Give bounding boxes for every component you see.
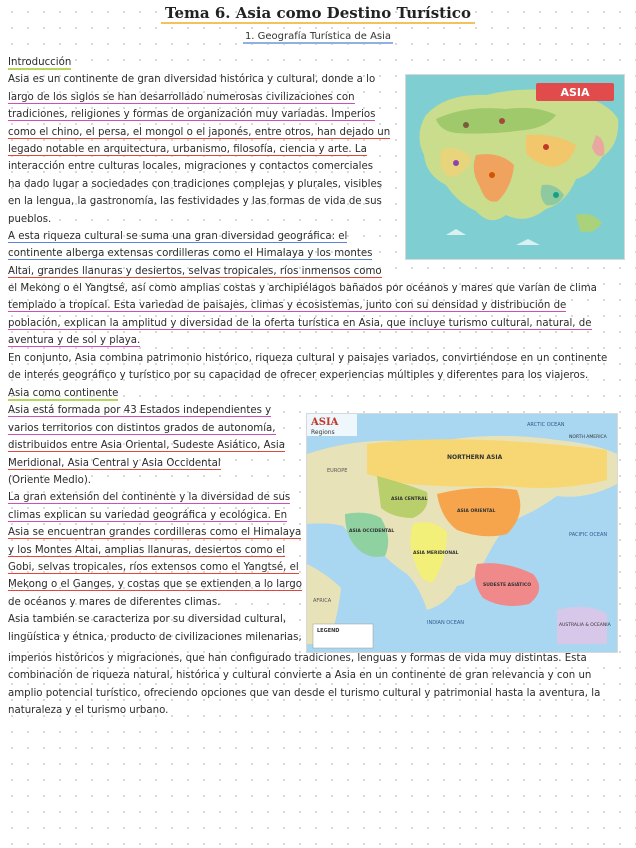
intro-wide-line: población, explican la amplitud y diversidad de la oferta turística en Asia, que incluye turismo cultural, natural, de — [8, 317, 592, 329]
intro-wide-section — [8, 280, 630, 384]
label-northern-asia: NORTHERN ASIA — [447, 454, 503, 461]
label-arctic-ocean: ARCTIC OCEAN — [527, 422, 565, 428]
continent-wide-line: combinación de riqueza natural, histórica y cultural convierte a Asia en un continente de gran relevancia y con un — [8, 670, 592, 682]
label-australia: AUSTRALIA & OCEANIA — [559, 623, 611, 628]
intro-section — [8, 54, 400, 280]
continent-wide-section — [8, 650, 630, 720]
continent-wide-line: amplio potencial turístico, ofreciendo opciones que van desde el turismo cultural y patrimonial hasta la aventura, la — [8, 687, 601, 699]
intro-line: Asia es un continente de gran diversidad histórica y cultural, donde a lo — [8, 74, 376, 86]
continent-line: de océanos y mares de diferentes climas. — [8, 596, 221, 608]
page-title-text: Tema 6. Asia como Destino Turístico — [161, 4, 475, 24]
page-subtitle — [0, 31, 636, 42]
label-asia-occidental: ASIA OCCIDENTAL — [349, 529, 395, 534]
label-africa: AFRICA — [313, 598, 332, 604]
continent-line: Asia se encuentran grandes cordilleras como el Himalaya — [8, 527, 302, 539]
continent-heading: Asia como continente — [8, 388, 119, 399]
continent-line: lingüística y étnica, producto de civilizaciones milenarias, — [8, 631, 302, 643]
continent-line: Asia también se caracteriza por su diversidad cultural, — [8, 614, 287, 626]
continent-line: distribuidos entre Asia Oriental, Sudeste Asiático, Asia — [8, 440, 286, 452]
regions-map-title: ASIA — [311, 417, 339, 428]
continent-wide-line: naturaleza y el turismo urbano. — [8, 705, 169, 717]
label-north-america: NORTH AMERICA — [569, 435, 607, 440]
continent-line: varios territorios con distintos grados de autonomía, — [8, 422, 276, 434]
intro-line: interacción entre culturas locales, migraciones y contactos comerciales — [8, 161, 374, 173]
intro-wide-line: de interés geográfico y turístico por su capacidad de ofrecer experiencias múltiples y diferentes para los viajeros. — [8, 370, 589, 382]
intro-line: Altai, grandes llanuras y desiertos, selvas tropicales, ríos inmensos como — [8, 265, 382, 277]
page-subtitle-text: 1. Geografía Turística de Asia — [244, 31, 392, 42]
continent-wide-line: imperios históricos y migraciones, que han configurado tradiciones, lenguas y formas de vida muy distintas. Esta — [8, 653, 587, 664]
intro-wide-line: el Mekong o el Yangtsé, así como amplias costas y archipiélagos bañados por océanos y mares que varían de clima — [8, 283, 597, 294]
label-asia-oriental: ASIA ORIENTAL — [457, 509, 496, 514]
legend-title: LEGEND — [317, 628, 340, 634]
continent-line: climas explican su variedad geográfica y ecológica. En — [8, 509, 288, 521]
illustrated-asia-map — [405, 74, 625, 260]
regions-map-subtitle: Regions — [311, 429, 335, 436]
label-asia-central: ASIA CENTRAL — [391, 497, 428, 502]
intro-line: A esta riqueza cultural se suma una gran diversidad geográfica: el — [8, 231, 348, 243]
label-pacific-ocean: PACIFIC OCEAN — [569, 532, 608, 538]
intro-line: legado notable en arquitectura, urbanismo, filosofía, ciencia y arte. La — [8, 144, 367, 156]
label-europe: EUROPE — [327, 468, 348, 474]
continent-line: (Oriente Medio). — [8, 475, 92, 487]
intro-line: continente alberga extensas cordilleras como el Himalaya y los montes — [8, 248, 373, 260]
intro-line: largo de los siglos se han desarrollado numerosas civilizaciones con — [8, 91, 355, 103]
continent-line: Mekong o el Ganges, y costas que se extienden a lo largo — [8, 579, 303, 591]
intro-heading: Introducción — [8, 57, 72, 68]
regions-map-graphic — [307, 414, 617, 652]
intro-line: ha dado lugar a sociedades con tradiciones complejas y plurales, visibles — [8, 178, 383, 190]
intro-wide-line: templado a tropical. Esta variedad de paisajes, climas y ecosistemas, junto con su densidad y distribución de — [8, 300, 567, 312]
continent-line: y los Montes Altai, amplias llanuras, desiertos como el — [8, 544, 286, 556]
intro-line: tradiciones, religiones y formas de organización muy variadas. Imperios — [8, 109, 376, 121]
continent-line: Meridional, Asia Central y Asia Occidental — [8, 457, 221, 469]
illustrated-map-graphic — [406, 75, 624, 259]
continent-line: Gobi, selvas tropicales, ríos extensos como el Yangtsé, el — [8, 562, 299, 574]
label-sudeste-asiatico: SUDESTE ASIÁTICO — [483, 583, 532, 588]
label-indian-ocean: INDIAN OCEAN — [427, 620, 465, 626]
intro-line: en la lengua, la gastronomía, las festividades y las formas de vida de sus — [8, 196, 382, 208]
intro-line: pueblos. — [8, 213, 52, 225]
intro-wide-line: aventura y de sol y playa. — [8, 335, 141, 347]
intro-line: como el chino, el persa, el mongol o el japonés, entre otros, han dejado un — [8, 126, 391, 138]
label-asia-meridional: ASIA MERIDIONAL — [413, 551, 459, 556]
continent-line: La gran extensión del continente y la diversidad de sus — [8, 492, 291, 504]
illustrated-map-banner-text: ASIA — [560, 86, 590, 99]
continent-line: Asia está formada por 43 Estados independientes y — [8, 405, 272, 417]
page-title — [0, 4, 636, 22]
asia-regions-map — [306, 413, 618, 653]
intro-wide-line: En conjunto, Asia combina patrimonio histórico, riqueza cultural y paisajes variados, convirtiéndose en un continente — [8, 352, 608, 364]
continent-section — [8, 385, 308, 646]
